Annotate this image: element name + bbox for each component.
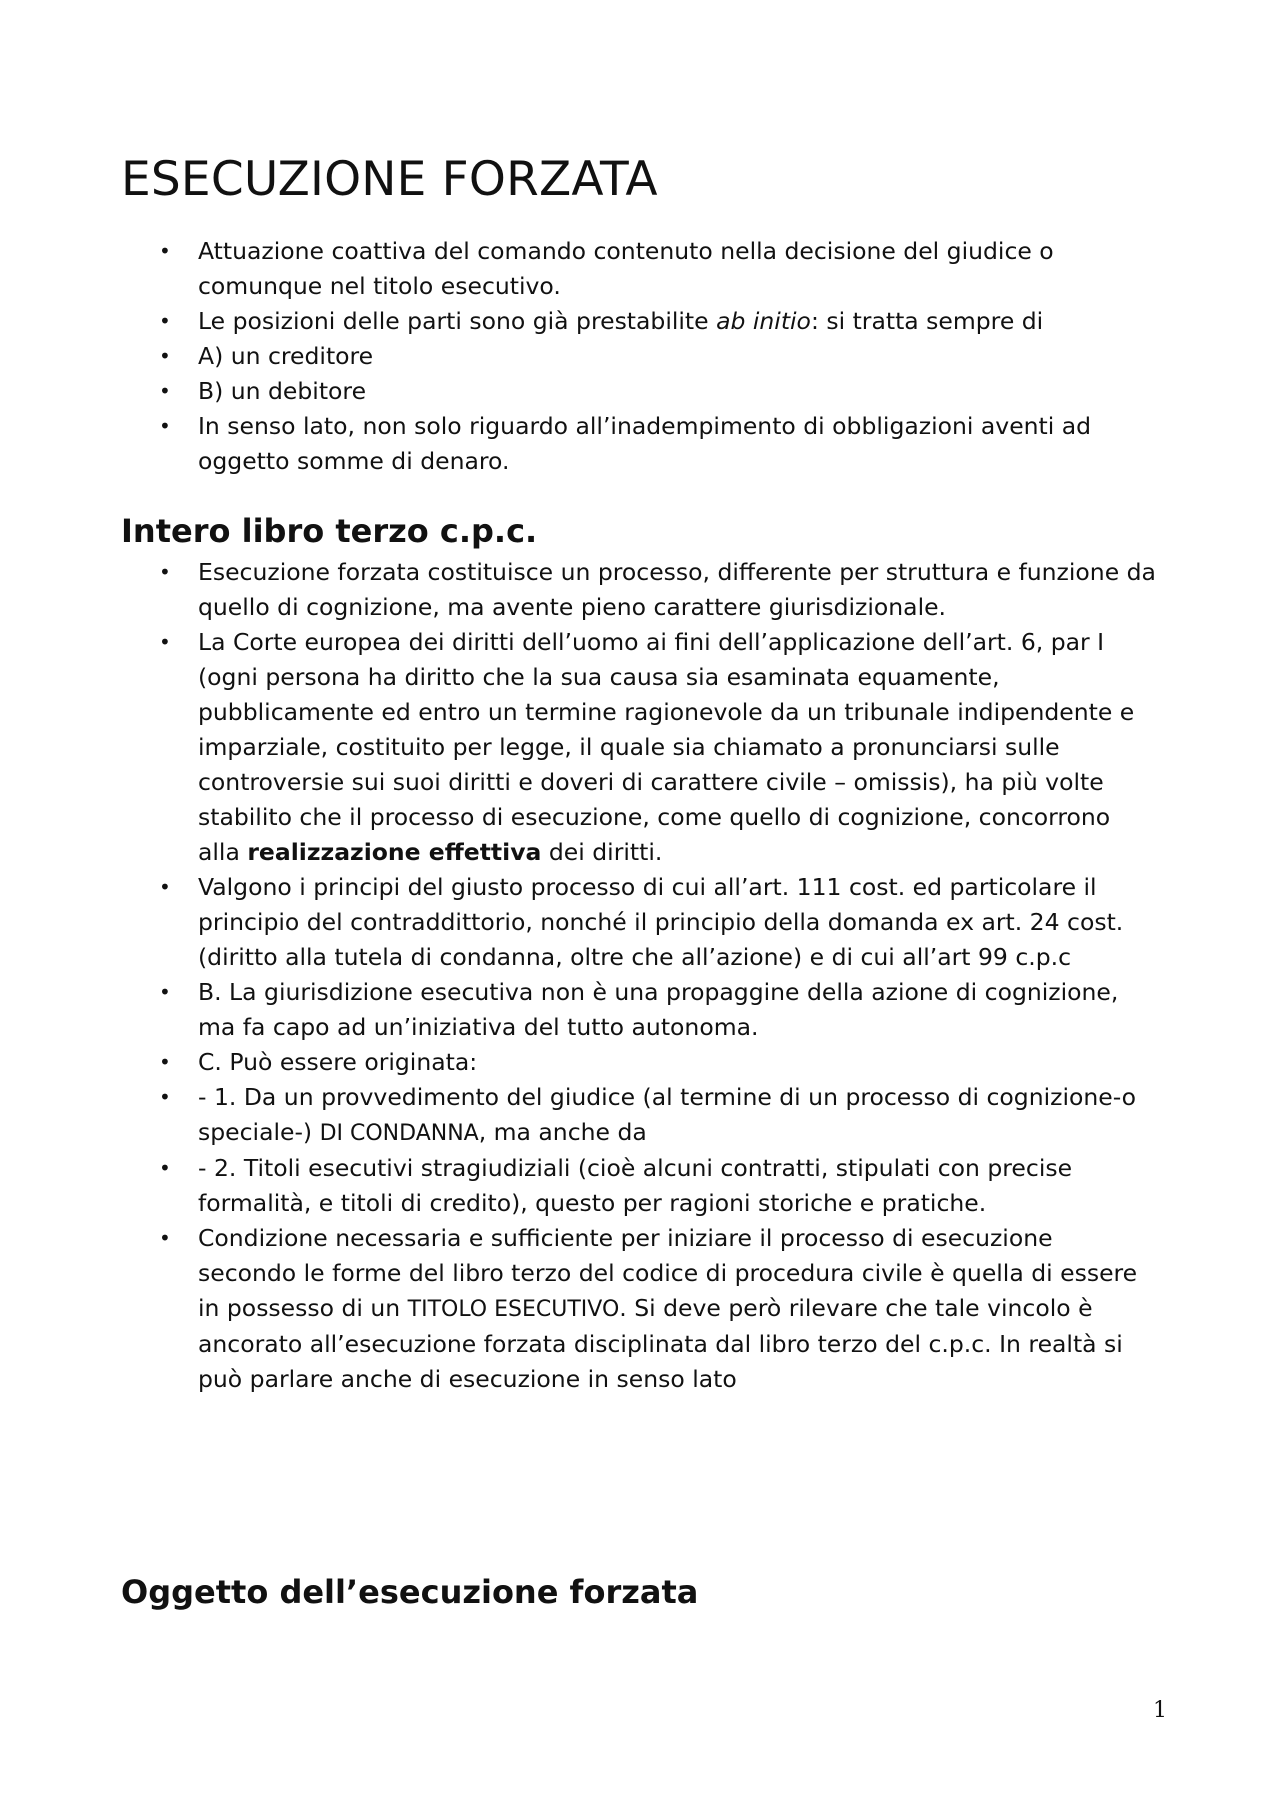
bullet-icon: • <box>159 1156 171 1180</box>
list-item <box>0 374 1158 409</box>
bullet-icon: • <box>159 344 171 368</box>
bullet-icon: • <box>159 980 171 1004</box>
list-item <box>0 975 1158 1045</box>
list-item <box>0 870 1158 975</box>
list-item-text: In senso lato, non solo riguardo all’inadempimento di obbligazioni aventi ad oggetto somme di denaro. <box>198 412 1092 475</box>
list-item-text: La Corte europea dei diritti dell’uomo ai fini dell’applicazione dell’art. 6, par I (ogni persona ha diritto che la sua causa sia esaminata equamente, pubblicamente ed entro un termine ragionevole da un tribunale indipendente e imparziale, costituito per legge, il quale sia chiamato a pronunciarsi sulle controversie sui suoi diritti e doveri di carattere civile – omissis), ha più volte stabilito che il processo di esecuzione, come quello di cognizione, concorrono alla <box>198 628 1135 866</box>
intro-bullet-list <box>0 234 1280 479</box>
list-item-text: : si tratta sempre di <box>810 307 1044 335</box>
list-item <box>0 304 1158 339</box>
list-item <box>0 625 1158 870</box>
list-item-text: C. Può essere originata: <box>198 1048 478 1076</box>
list-item-text: B) un debitore <box>198 377 367 405</box>
bullet-icon: • <box>159 875 171 899</box>
bullet-icon: • <box>159 1085 171 1109</box>
section-bullet-list <box>0 555 1280 1397</box>
list-item <box>0 1151 1158 1221</box>
bullet-icon: • <box>159 630 171 654</box>
bullet-icon: • <box>159 560 171 584</box>
section-heading-libro-terzo: Intero libro terzo c.p.c. <box>121 512 538 550</box>
bullet-icon: • <box>159 414 171 438</box>
bullet-icon: • <box>159 1050 171 1074</box>
list-item <box>0 1221 1158 1397</box>
page-number: 1 <box>1153 1698 1167 1723</box>
list-item-text: Le posizioni delle parti sono già prestabilite <box>198 307 717 335</box>
small-caps-text: TITOLO ESECUTIVO <box>407 1297 620 1322</box>
list-item-text: - 1. Da un provvedimento del giudice (al termine di un processo di cognizione-o speciale-) <box>198 1083 1137 1146</box>
bullet-icon: • <box>159 309 171 333</box>
document-title: ESECUZIONE FORZATA <box>121 152 658 207</box>
list-item-text: - 2. Titoli esecutivi stragiudiziali (cioè alcuni contratti, stipulati con precise formalità, e titoli di credito), questo per ragioni storiche e pratiche. <box>198 1154 1073 1217</box>
list-item-text: , ma anche da <box>478 1118 647 1146</box>
list-item-text: Valgono i principi del giusto processo di cui all’art. 111 cost. ed particolare il principio del contraddittorio, nonché il principio della domanda ex art. 24 cost.(diritto alla tutela di condanna, oltre che all’azione) e di cui all’art 99 c.p.c <box>198 873 1124 971</box>
list-item <box>0 1080 1158 1151</box>
bold-text: realizzazione effettiva <box>247 838 542 866</box>
list-item <box>0 234 1158 304</box>
list-item-text: B. La giurisdizione esecutiva non è una propaggine della azione di cognizione, ma fa capo ad un’iniziativa del tutto autonoma. <box>198 978 1119 1041</box>
list-item-text: Attuazione coattiva del comando contenuto nella decisione del giudice o comunque nel titolo esecutivo. <box>198 237 1054 300</box>
list-item-text: Esecuzione forzata costituisce un processo, differente per struttura e funzione da quello di cognizione, ma avente pieno carattere giurisdizionale. <box>198 558 1156 621</box>
list-item <box>0 339 1158 374</box>
bullet-icon: • <box>159 379 171 403</box>
bullet-icon: • <box>159 239 171 263</box>
italic-text: ab initio <box>716 307 811 335</box>
list-item-text: A) un creditore <box>198 342 374 370</box>
list-item-text: Condizione necessaria e sufficiente per iniziare il processo di esecuzione secondo le forme del libro terzo del codice di procedura civile è quella di essere in possesso di un <box>198 1224 1138 1322</box>
section-heading-oggetto: Oggetto dell’esecuzione forzata <box>121 1573 699 1611</box>
list-item <box>0 555 1158 625</box>
list-item-text: . Si deve però rilevare che tale vincolo è ancorato all’esecuzione forzata disciplinata dal libro terzo del c.p.c. In realtà si può parlare anche di esecuzione in senso lato <box>198 1294 1123 1393</box>
list-item-text: dei diritti. <box>541 838 663 866</box>
bullet-icon: • <box>159 1226 171 1250</box>
list-item <box>0 409 1158 479</box>
list-item <box>0 1045 1158 1080</box>
small-caps-text: DI CONDANNA <box>319 1121 479 1146</box>
